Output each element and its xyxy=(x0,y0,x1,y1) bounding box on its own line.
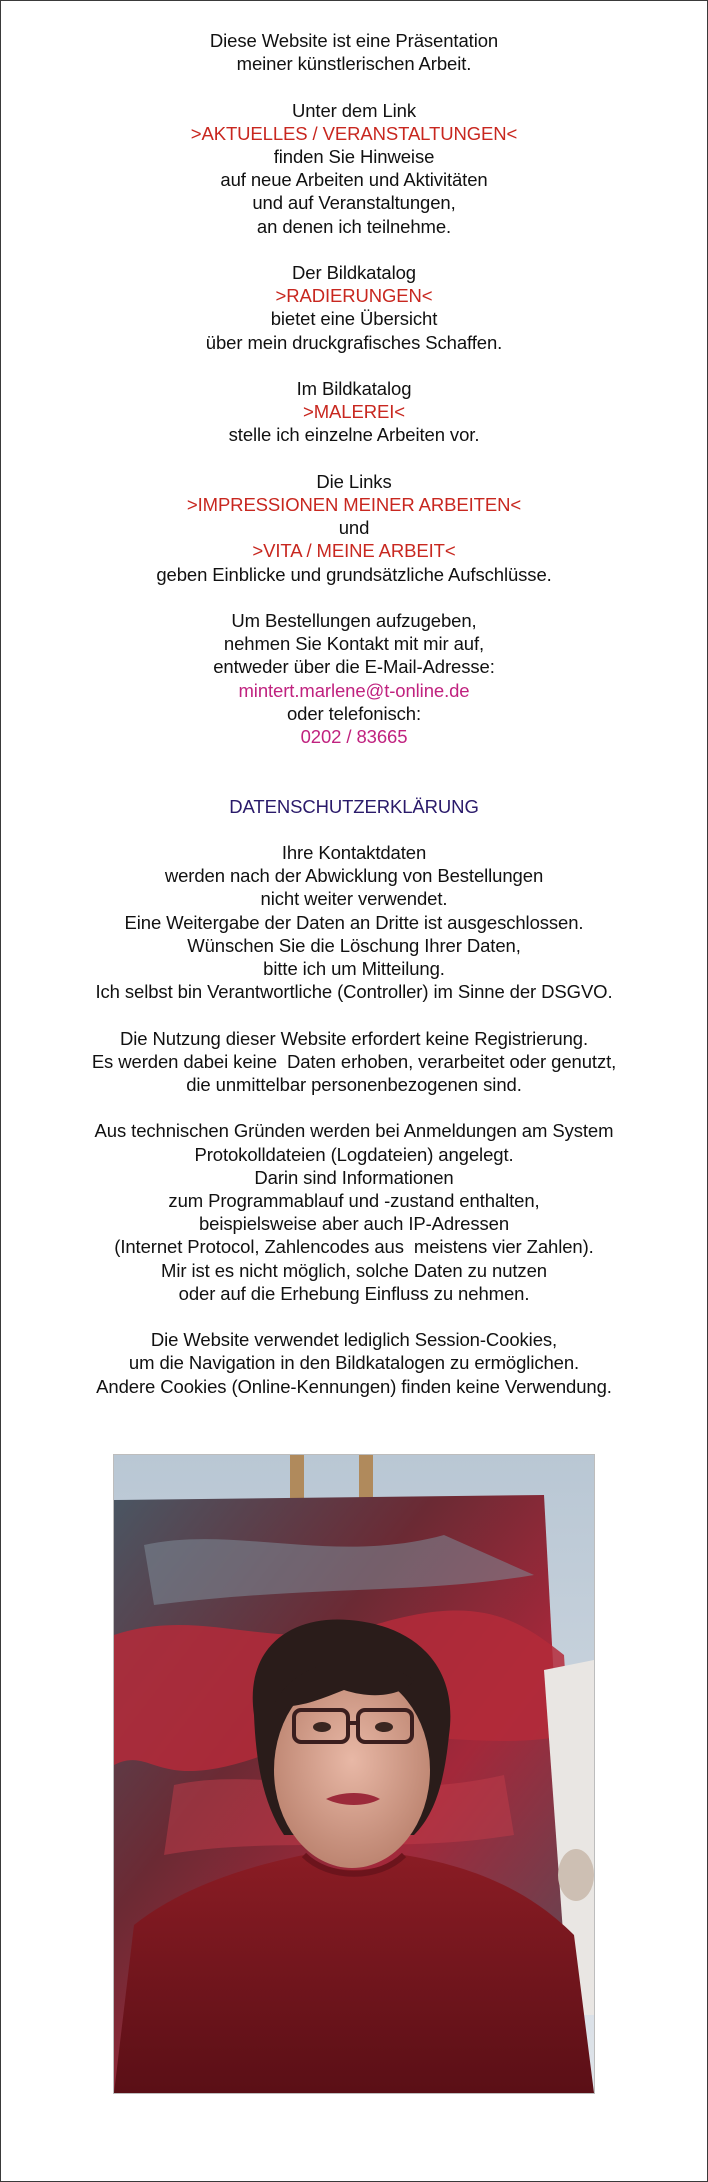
privacy-text: Protokolldateien (Logdateien) angelegt. xyxy=(194,1143,514,1165)
links-intro: Die Links xyxy=(316,470,392,492)
intro-line: meiner künstlerischen Arbeit. xyxy=(236,53,472,75)
radierungen-text: über mein druckgrafisches Schaffen. xyxy=(205,331,503,353)
aktuelles-text: und auf Veranstaltungen, xyxy=(252,192,456,214)
privacy-text: Es werden dabei keine Daten erhoben, verarbeitet oder genutzt, xyxy=(91,1050,617,1072)
link-malerei[interactable]: >MALEREI< xyxy=(303,401,405,423)
privacy-text: Die Website verwendet lediglich Session-Cookies, xyxy=(150,1329,558,1351)
privacy-text: um die Navigation in den Bildkatalogen zu ermöglichen. xyxy=(128,1352,580,1374)
privacy-text: Die Nutzung dieser Website erfordert keine Registrierung. xyxy=(120,1027,588,1049)
link-aktuelles[interactable]: >AKTUELLES / VERANSTALTUNGEN< xyxy=(190,122,518,144)
privacy-text: zum Programmablauf und -zustand enthalten, xyxy=(168,1190,540,1212)
privacy-text: werden nach der Abwicklung von Bestellungen xyxy=(164,865,544,887)
contact-text: entweder über die E-Mail-Adresse: xyxy=(213,656,495,678)
links-connector: und xyxy=(338,517,370,539)
aktuelles-text: finden Sie Hinweise xyxy=(273,146,435,167)
phone-label: oder telefonisch: xyxy=(286,702,422,724)
privacy-text: bitte ich um Mitteilung. xyxy=(263,958,445,980)
link-radierungen[interactable]: >RADIERUNGEN< xyxy=(275,285,433,307)
radierungen-text: bietet eine Übersicht xyxy=(270,308,438,330)
malerei-text: stelle ich einzelne Arbeiten vor. xyxy=(228,424,480,446)
aktuelles-text: an denen ich teilnehme. xyxy=(256,215,452,237)
privacy-text: beispielsweise aber auch IP-Adressen xyxy=(198,1213,510,1235)
privacy-text: Andere Cookies (Online-Kennungen) finden keine Verwendung. xyxy=(96,1375,612,1397)
contact-text: Um Bestellungen aufzugeben, xyxy=(231,610,477,631)
privacy-text: Aus technischen Gründen werden bei Anmeldungen am System xyxy=(94,1120,614,1142)
privacy-text: (Internet Protocol, Zahlencodes aus meistens vier Zahlen). xyxy=(114,1236,594,1258)
link-vita[interactable]: >VITA / MEINE ARBEIT< xyxy=(252,540,456,562)
aktuelles-text: auf neue Arbeiten und Aktivitäten xyxy=(220,169,488,191)
radierungen-intro: Der Bildkatalog xyxy=(292,262,416,283)
privacy-text: Darin sind Informationen xyxy=(254,1166,454,1188)
privacy-text: Wünschen Sie die Löschung Ihrer Daten, xyxy=(187,934,521,956)
privacy-text: oder auf die Erhebung Einfluss zu nehmen. xyxy=(178,1282,530,1304)
privacy-heading: DATENSCHUTZERKLÄRUNG xyxy=(229,795,479,817)
aktuelles-intro: Unter dem Link xyxy=(291,99,417,121)
privacy-text: Eine Weitergabe der Daten an Dritte ist ausgeschlossen. xyxy=(124,911,584,933)
phone-link[interactable]: 0202 / 83665 xyxy=(300,726,408,748)
privacy-text: Mir ist es nicht möglich, solche Daten zu nutzen xyxy=(161,1259,547,1281)
privacy-text: Ich selbst bin Verantwortliche (Controller) im Sinne der DSGVO. xyxy=(95,981,613,1003)
main-content xyxy=(0,29,708,1398)
privacy-text: Ihre Kontaktdaten xyxy=(281,842,427,863)
privacy-text: nicht weiter verwendet. xyxy=(260,888,448,910)
contact-text: nehmen Sie Kontakt mit mir auf, xyxy=(223,633,485,655)
links-text: geben Einblicke und grundsätzliche Aufschlüsse. xyxy=(156,563,552,585)
malerei-intro: Im Bildkatalog xyxy=(296,378,412,399)
artist-portrait-photo xyxy=(113,1454,595,2094)
privacy-text: die unmittelbar personenbezogenen sind. xyxy=(186,1074,522,1096)
intro-line: Diese Website ist eine Präsentation xyxy=(209,30,499,51)
email-link[interactable]: mintert.marlene@t-online.de xyxy=(238,679,470,701)
link-impressionen[interactable]: >IMPRESSIONEN MEINER ARBEITEN< xyxy=(186,494,522,515)
